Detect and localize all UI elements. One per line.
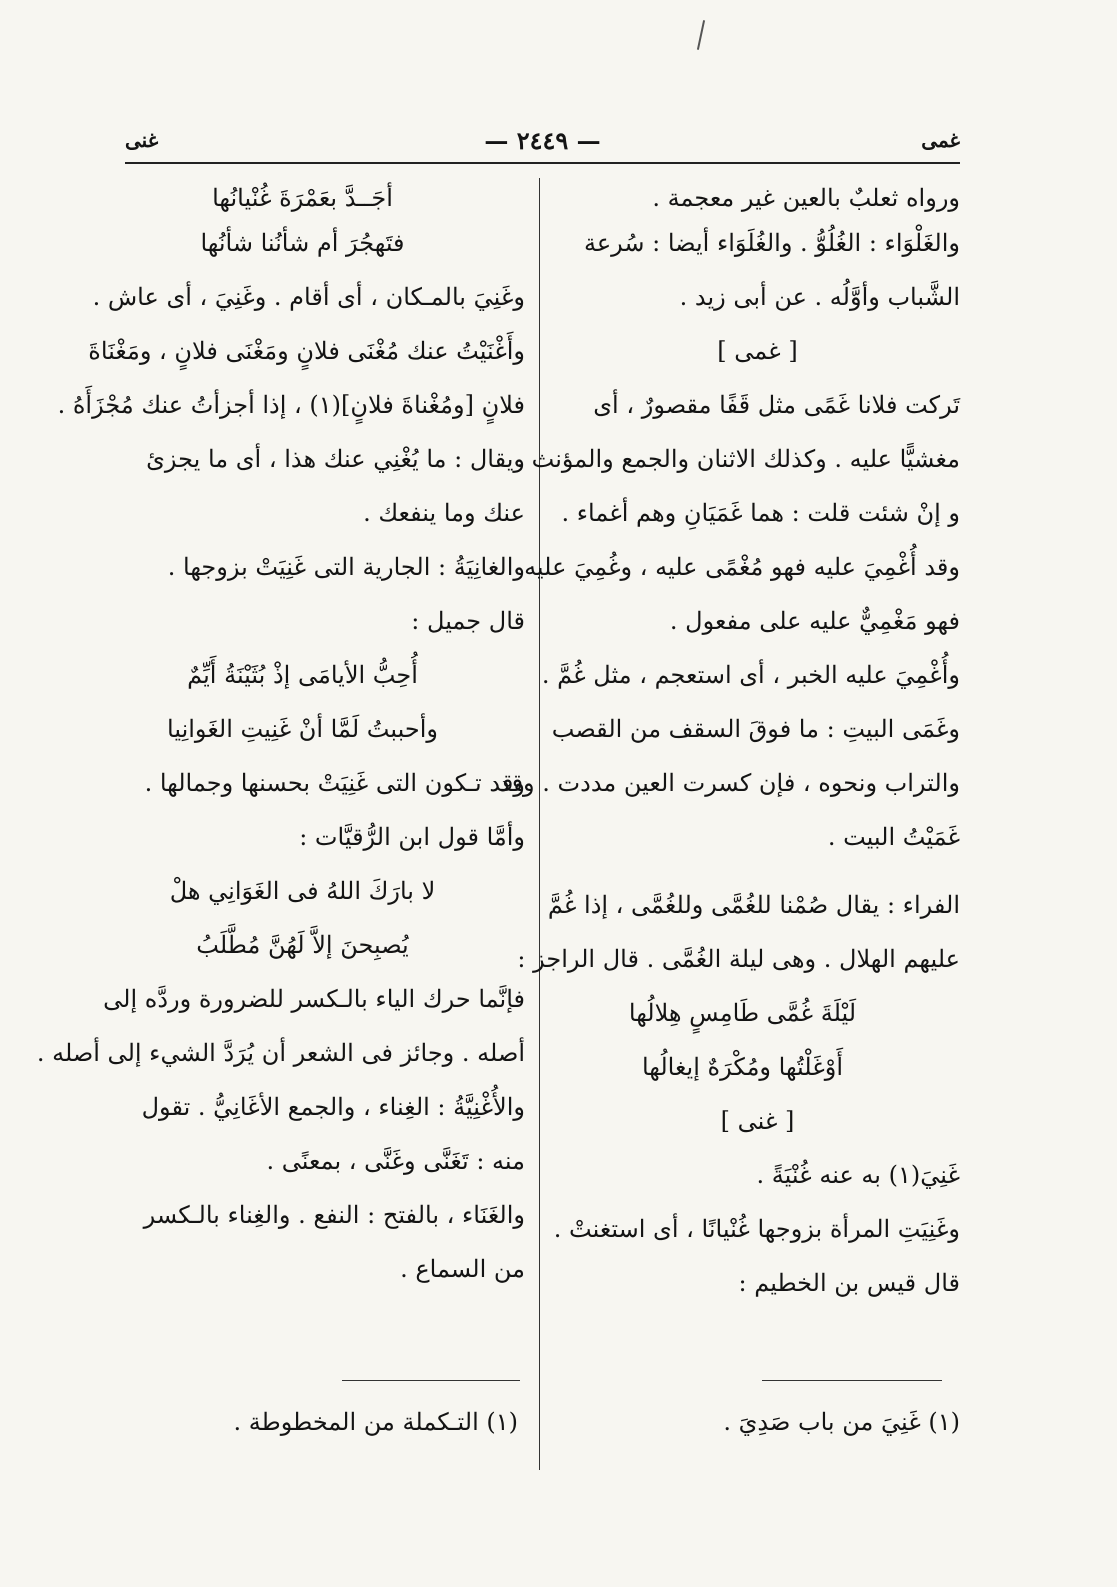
- page-header: [125, 122, 960, 164]
- text-line: و إنْ شئت قلت : هما غَمَيَانِ وهم أغماء .: [561, 499, 960, 527]
- footnote-right: (١) غَنِيَ من باب صَدِيَ .: [723, 1408, 960, 1436]
- footnote-rule-left: [342, 1380, 520, 1381]
- text-line: فإنَّما حرك الياء بالـكسر للضرورة وردَّه إلى: [103, 985, 525, 1013]
- text-line: أصله . وجائز فى الشعر أن يُرَدَّ الشيء إلى أصله .: [36, 1039, 525, 1067]
- text-line: غَمَيْتُ البيت .: [827, 823, 960, 851]
- footnote-left: (١) التـكملة من المخطوطة .: [233, 1408, 518, 1436]
- footnote-rule-right: [762, 1380, 942, 1381]
- text-line: من السماع .: [400, 1255, 525, 1283]
- verse-line: أُحِبُّ الأيامَى إذْ بُثَيْنَةُ أَيِّمٌ: [187, 661, 418, 689]
- text-line: فلانٍ [ومُغْناةَ فلانٍ](١) ، إذا أجزأتُ عنك مُجْزَأَهُ .: [57, 391, 525, 419]
- text-line: والغانِيَةُ : الجارية التى غَنِيَتْ بزوجها .: [167, 553, 525, 581]
- verse-line: لا بارَكَ اللهُ فى الغَوَانِي هلْ: [169, 877, 436, 905]
- text-line: والغَنَاء ، بالفتح : النفع . والغِناء بالـكسر: [143, 1201, 525, 1229]
- verse-line: وأحببتُ لَمَّا أنْ غَنِيتِ الغَوانِيا: [167, 715, 438, 743]
- text-line: وأَغْنَيْتُ عنك مُغْنَى فلانٍ ومَغْنَى فلانٍ ، ومَغْنَاةَ: [88, 337, 525, 365]
- right-column: [498, 180, 960, 1310]
- text-line: وغَنِيَتِ المرأة بزوجها غُنْيانًا ، أى استغنتْ .: [553, 1215, 960, 1243]
- text-line: تَركت فلانا غَمًى مثل قَفًا مقصورٌ ، أى: [593, 391, 960, 419]
- left-column: [36, 180, 525, 1296]
- verse-line: فتَهجُرَ أم شأنُنا شأنُها: [200, 229, 405, 257]
- text-line: الفراء : يقال صُمْنا للغُمَّى وللغُمَّى ، إذا غُمَّ: [547, 891, 960, 919]
- text-line: والأُغْنِيَّةُ : الغِناء ، والجمع الأغَانِيُّ . تقول: [141, 1093, 525, 1121]
- text-line: ويقال : ما يُغْنِي عنك هذا ، أى ما يجزئ: [146, 445, 525, 473]
- page-number: — ٢٤٤٩ —: [484, 126, 601, 155]
- text-line: وقد أُغْمِيَ عليه فهو مُغْمًى عليه ، وغُمِيَ عليه: [524, 553, 960, 581]
- header-right-word: غمى: [921, 128, 960, 152]
- entry-heading-ghamy: [ غمى ]: [717, 337, 798, 365]
- text-line: عنك وما ينفعك .: [363, 499, 525, 527]
- text-line: الشَّباب وأوَّلُه . عن أبى زيد .: [679, 283, 960, 311]
- verse-line: لَيْلَةَ غُمَّى طَامِسٍ هِلالُها: [628, 999, 857, 1027]
- text-line: مغشيًّا عليه . وكذلك الاثنان والجمع والمؤنث .: [516, 445, 960, 473]
- text-line: قال قيس بن الخطيم :: [738, 1269, 960, 1297]
- text-line: قال جميل :: [411, 607, 525, 635]
- text-line: وأمَّا قول ابن الرُّقيَّات :: [299, 823, 525, 851]
- text-line: وقد تـكون التى غَنِيَتْ بحسنها وجمالها .: [144, 769, 525, 797]
- text-line: غَنِيَ(١) به عنه غُنْيَةً .: [756, 1161, 960, 1189]
- text-line: منه : تَغَنَّى وغَنَّى ، بمعنًى .: [266, 1147, 525, 1175]
- text-line: وغَنِيَ بالمـكان ، أى أقام . وغَنِيَ ، أى عاش .: [92, 283, 525, 311]
- entry-heading-ghany: [ غنى ]: [720, 1107, 795, 1135]
- text-line: والتراب ونحوه ، فإن كسرت العين مددت . وقد: [498, 769, 960, 797]
- scan-mark: [697, 20, 705, 50]
- header-left-word: غنى: [125, 128, 159, 152]
- text-line: ورواه ثعلبٌ بالعين غير معجمة .: [652, 184, 960, 212]
- verse-line: يُصبِحنَ إلاَّ لَهُنَّ مُطَّلَبُ: [196, 931, 409, 959]
- verse-line: أجَــدَّ بعَمْرَةَ غُنْيانُها: [212, 184, 393, 212]
- text-line: عليهم الهلال . وهى ليلة الغُمَّى . قال الراجز :: [517, 945, 960, 973]
- verse-line: أَوْغَلْتُها ومُكْرَهٌ إيغالُها: [641, 1053, 844, 1081]
- column-divider: [539, 178, 540, 1470]
- text-line: فهو مَغْمِيٌّ عليه على مفعول .: [669, 607, 960, 635]
- text-line: وأُغْمِيَ عليه الخبر ، أى استعجم ، مثل غُمَّ .: [541, 661, 960, 689]
- text-line: وغَمَى البيتِ : ما فوقَ السقف من القصب: [551, 715, 960, 743]
- text-line: والغَلْوَاء : الغُلُوُّ . والغُلَوَاء أيضا : سُرعة: [583, 229, 960, 257]
